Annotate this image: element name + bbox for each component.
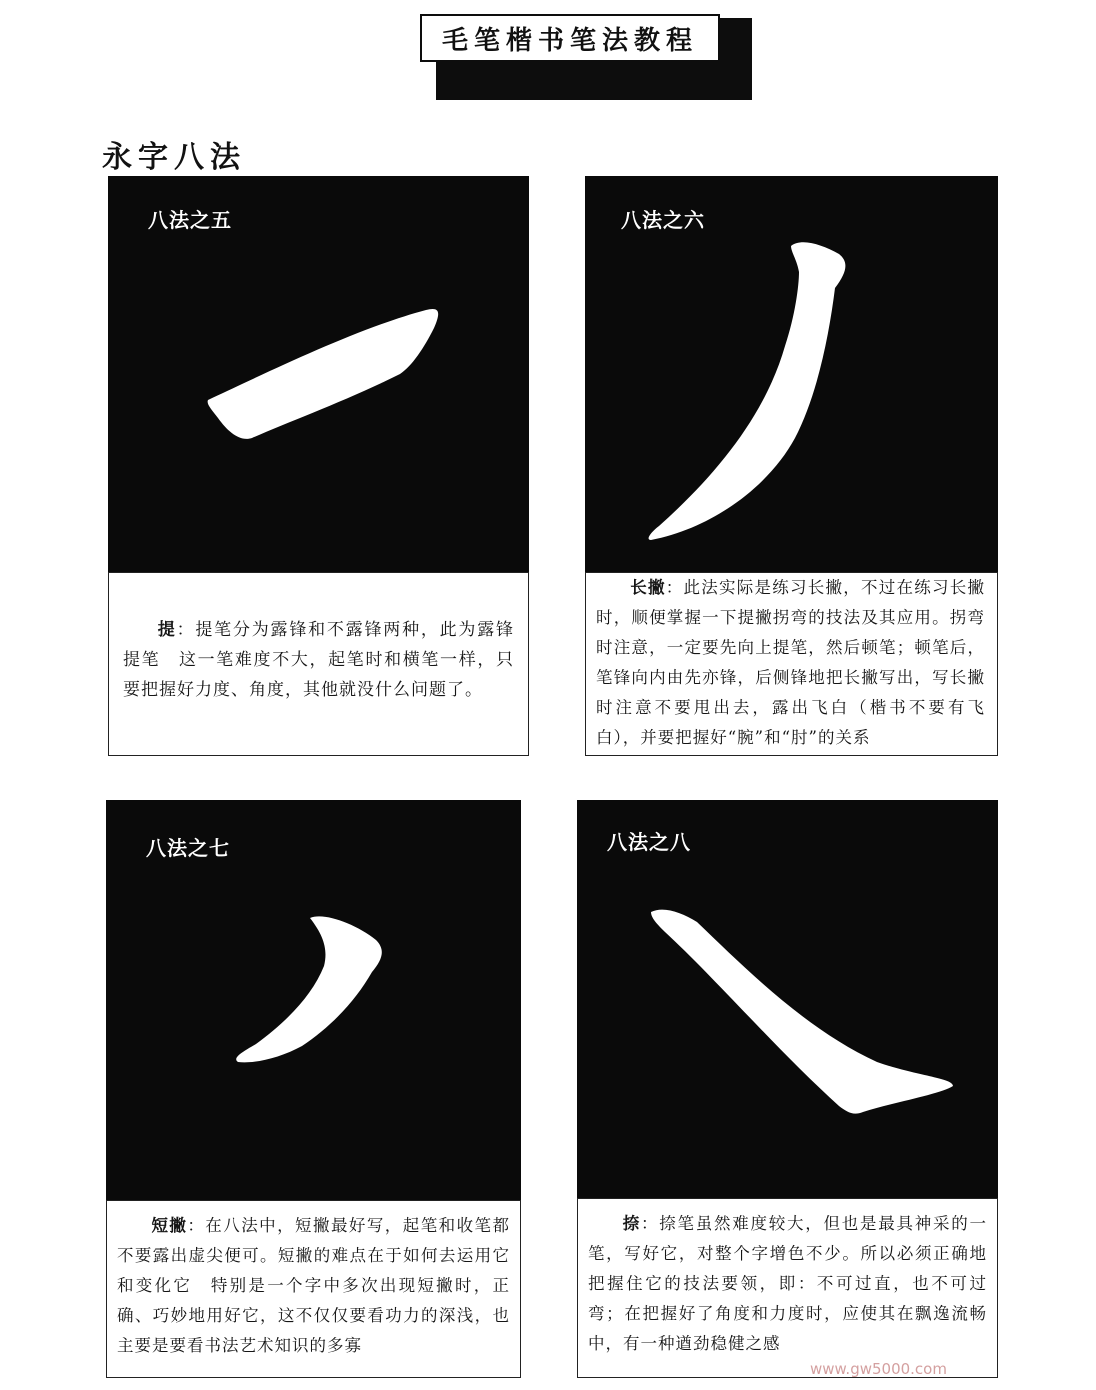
- page-header-title: 毛笔楷书笔法教程: [441, 25, 698, 56]
- header-title-box: [420, 14, 720, 62]
- explanation-box: [106, 1200, 521, 1378]
- watermark-text: www.gw5000.com: [810, 1360, 947, 1378]
- stroke-illustration-6: [585, 176, 998, 572]
- section-title: 永字八法: [102, 140, 246, 175]
- explanation-box: [585, 572, 998, 756]
- stroke-term: 捺: [622, 1214, 641, 1233]
- panel-label: 八法之七: [146, 836, 230, 860]
- stroke-description: ：在八法中，短撇最好写，起笔和收笔都不要露出虚尖便可。短撇的难点在于如何去运用它和变化它 特别是一个字中多次出现短撇时，正确、巧妙地用好它，这不仅仅要看功力的深浅，也主要是要看书法艺术知识的多寡: [117, 1216, 511, 1355]
- stroke-description: ：捺笔虽然难度较大，但也是最具神采的一笔，写好它，对整个字增色不少。所以必须正确地把握住它的技法要领，即：不可过直，也不可过弯；在把握好了角度和力度时，应使其在飘逸流畅中，有一种遒劲稳健之感: [588, 1214, 987, 1353]
- long-pie-stroke-graphic: [585, 176, 998, 572]
- panel-stroke-8: [577, 800, 998, 1378]
- na-stroke-graphic: [577, 800, 998, 1198]
- panel-stroke-7: [106, 800, 521, 1378]
- panel-stroke-6: [585, 176, 998, 756]
- stroke-description: ：此法实际是练习长撇，不过在练习长撇时，顺便掌握一下提撇拐弯的技法及其应用。拐弯时注意，一定要先向上提笔，然后顿笔；顿笔后，笔锋向内由先亦锋，后侧锋地把长撇写出，写长撇时注意不要甩出去，露出飞白（楷书不要有飞白），并要把握好“腕”和“肘”的关系: [596, 578, 985, 747]
- explanation-text: [109, 615, 528, 705]
- stroke-term: 提: [157, 620, 177, 640]
- explanation-text: [578, 1209, 997, 1359]
- panel-stroke-5: [108, 176, 529, 756]
- explanation-text: [107, 1211, 520, 1361]
- explanation-box: [577, 1198, 998, 1378]
- ti-stroke-graphic: [108, 176, 529, 572]
- panel-label: 八法之八: [607, 830, 691, 854]
- stroke-term: 短撇: [151, 1216, 188, 1235]
- stroke-description: ：提笔分为露锋和不露锋两种，此为露锋提笔 这一笔难度不大，起笔时和横笔一样，只要把握好力度、角度，其他就没什么问题了。: [123, 620, 515, 700]
- stroke-illustration-5: [108, 176, 529, 572]
- explanation-box: [108, 572, 529, 756]
- stroke-term: 长撇: [630, 578, 666, 597]
- explanation-text: [586, 573, 997, 753]
- panel-label: 八法之六: [621, 208, 705, 232]
- panel-label: 八法之五: [148, 208, 232, 232]
- stroke-illustration-7: [106, 800, 521, 1200]
- stroke-illustration-8: [577, 800, 998, 1198]
